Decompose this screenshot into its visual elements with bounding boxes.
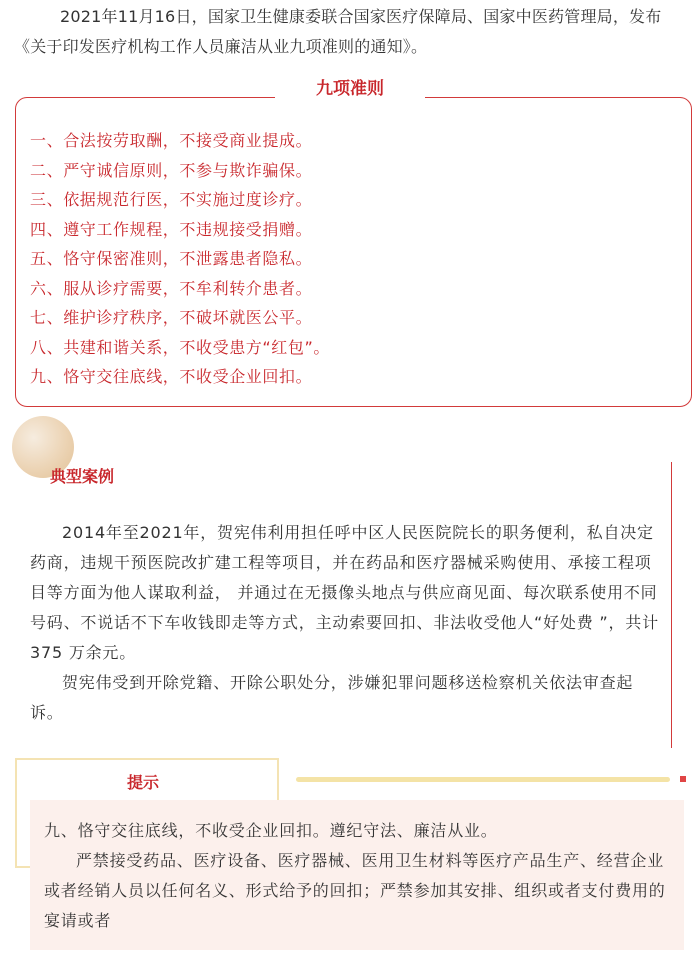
rule-item: 三、依据规范行医，不实施过度诊疗。 bbox=[30, 190, 313, 209]
rules-title: 九项准则 bbox=[275, 77, 425, 101]
tip-decorative-bar bbox=[296, 777, 670, 782]
rule-item: 六、服从诊疗需要，不牟利转介患者。 bbox=[30, 278, 313, 298]
rules-list bbox=[30, 126, 330, 392]
case-divider bbox=[671, 462, 672, 748]
rule-item: 八、共建和谐关系，不收受患方“红包”。 bbox=[30, 337, 330, 357]
rule-item: 二、严守诚信原则，不参与欺诈骗保。 bbox=[30, 160, 313, 180]
intro-paragraph: 2021年11月16日，国家卫生健康委联合国家医疗保障局、国家中医药管理局，发布《关于印发医疗机构工作人员廉洁从业九项准则的通知》。 bbox=[14, 7, 662, 56]
case-paragraph: 贺宪伟受到开除党籍、开除公职处分，涉嫌犯罪问题移送检察机关依法审查起诉。 bbox=[30, 673, 634, 722]
rule-item: 九、恪守交往底线，不收受企业回扣。 bbox=[30, 367, 313, 386]
tip-decorative-dot bbox=[680, 776, 686, 782]
rule-item: 四、遵守工作规程，不违规接受捐赠。 bbox=[30, 219, 313, 239]
tip-paragraph: 严禁接受药品、医疗设备、医疗器械、医用卫生材料等医疗产品生产、经营企业或者经销人员以任何名义、形式给予的回扣；严禁参加其安排、组织或者支付费用的宴请或者 bbox=[44, 851, 666, 930]
rule-item: 一、合法按劳取酬，不接受商业提成。 bbox=[30, 131, 313, 150]
tip-body bbox=[30, 800, 684, 950]
tip-first-line: 九、恪守交往底线，不收受企业回扣。遵纪守法、廉洁从业。 bbox=[44, 821, 498, 840]
case-paragraph: 2014年至2021年，贺宪伟利用担任呼中区人民医院院长的职务便利，私自决定药商，违规干预医院改扩建工程等项目，并在药品和医疗器械采购使用、承接工程项目等方面为他人谋取利益， 并通过在无摄像头地点与供应商见面、每次联系使用不同号码、不说话不下车收钱即走等方式，主动索要回扣、非法收受他人“好处费 ”，共计 375 万余元。 bbox=[30, 523, 659, 662]
rule-item: 七、维护诊疗秩序，不破坏就医公平。 bbox=[30, 308, 313, 327]
tip-title: 提示 bbox=[127, 773, 160, 792]
case-title: 典型案例 bbox=[50, 467, 115, 486]
case-text bbox=[30, 518, 662, 728]
rule-item: 五、恪守保密准则，不泄露患者隐私。 bbox=[30, 249, 313, 268]
